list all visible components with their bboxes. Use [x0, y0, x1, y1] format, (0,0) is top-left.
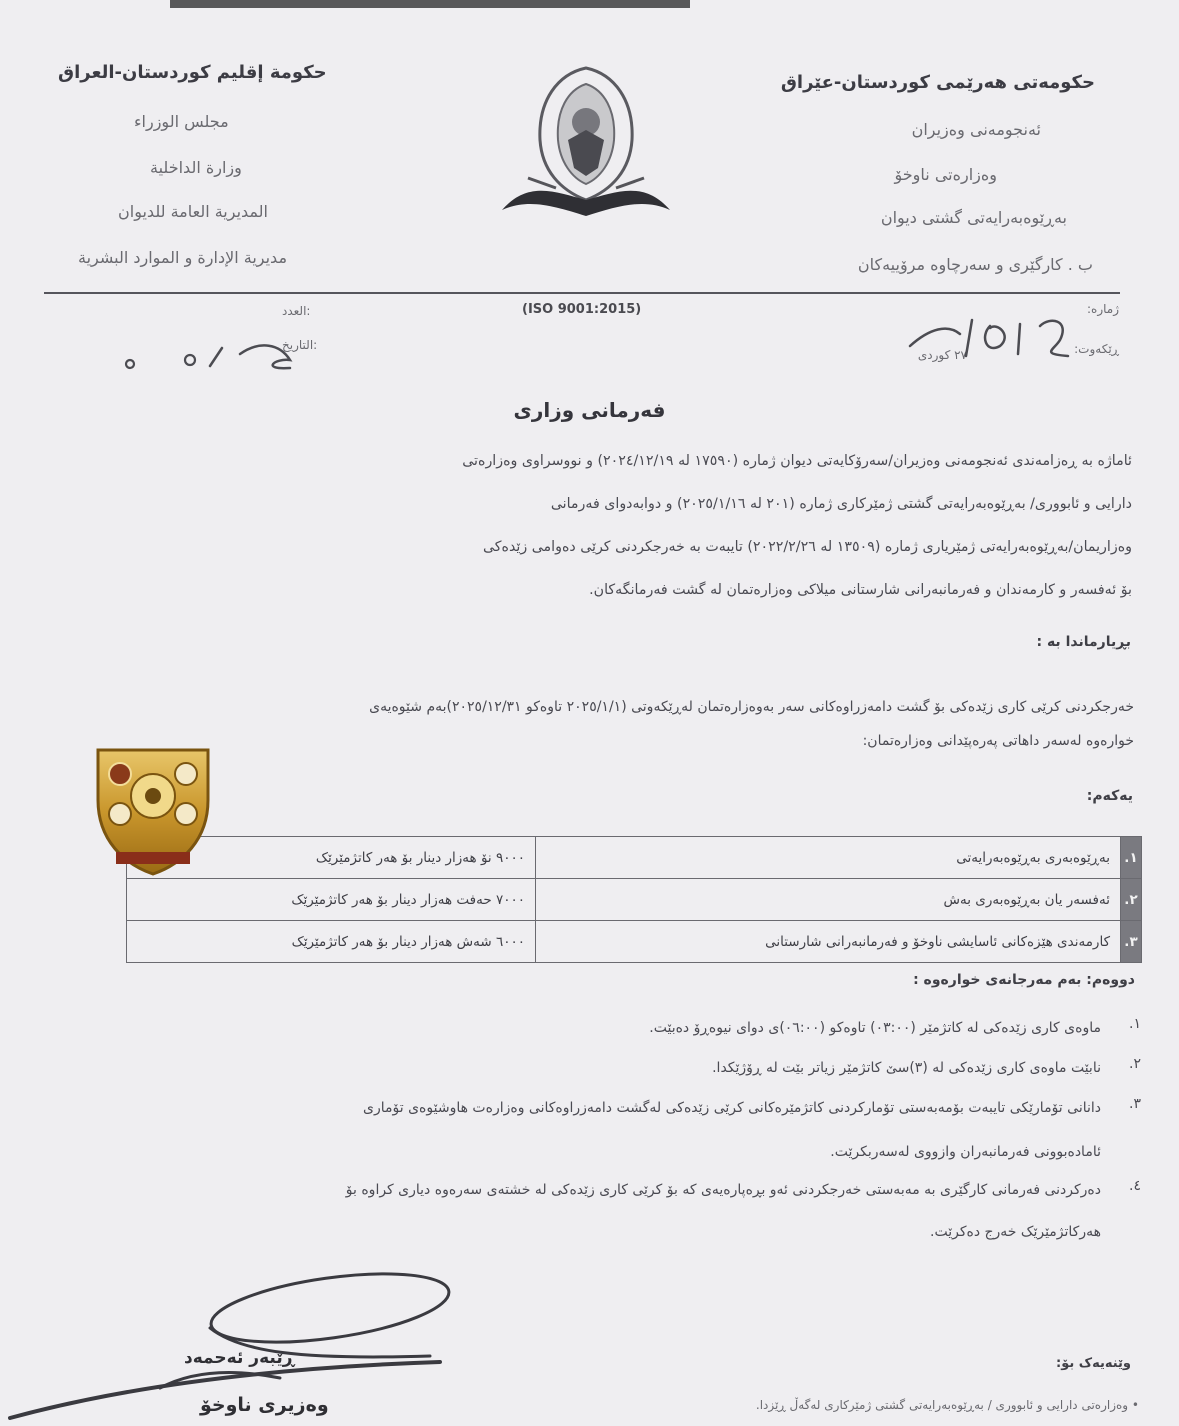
condition-line: ماوەی کاری زێدەکی لە کاتژمێر (٠٣:٠٠) تاوەکو (٠٦:٠٠)ی دوای نیوەڕۆ دەبێت. [649, 1020, 1101, 1036]
row-number: ٢. [1121, 879, 1142, 921]
amount-cell: ٩٠٠٠ نۆ هەزار دینار بۆ هەر کاتژمێرێک [127, 837, 536, 879]
intro-line: بۆ ئەفسەر و کارمەندان و فەرمانبەرانی شارستانی میلاکی وەزارەتمان لە گشت فەرمانگەکان. [589, 582, 1132, 598]
kurdish-header-line: وەزارەتی ناوخۆ [894, 165, 997, 184]
arabic-number-label: العدد: [282, 304, 311, 318]
role-cell: ئەفسەر یان بەڕێوەبەری بەش [536, 879, 1121, 921]
kurdistan-emblem-icon [498, 60, 674, 230]
iso-label: (ISO 9001:2015) [522, 302, 642, 317]
arabic-header-line: مديرية الإدارة و الموارد البشرية [78, 248, 288, 267]
table-row [127, 879, 1142, 921]
condition-number: ٣. [1129, 1096, 1141, 1112]
condition-number: ٤. [1129, 1178, 1141, 1194]
intro-line: دارایی و ئابووری/ بەڕێوەبەرایەتی گشتی ژمێرکاری ژمارە (٢٠١ لە ٢٠٢٥/١/١٦) و دوابەدوای فەرمانی [550, 496, 1132, 512]
condition-number: ١. [1129, 1016, 1141, 1032]
intro-paragraph [46, 440, 1132, 612]
condition-line: دەرکردنی فەرمانی کارگێری بە مەبەستی خەرجکردنی ئەو بڕەپارەیەی کە بۆ کرێی کاری زێدەکی لە خشتەی سەرەوە دیاری کراوە بۆ [345, 1182, 1101, 1198]
row-number: ٣. [1121, 921, 1142, 963]
second-label: دووەم: بەم مەرجانەی خوارەوە : [913, 972, 1135, 988]
table-row [127, 921, 1142, 963]
condition-line: نابێت ماوەی کاری زێدەکی لە (٣)سێ کاتژمێر زیاتر بێت لە ڕۆژێکدا. [712, 1060, 1101, 1076]
ref-date-label: ڕێکەوت: [1074, 342, 1119, 356]
decision-label: بڕیارماندا بە : [1036, 634, 1131, 650]
header-divider [44, 292, 1120, 294]
arabic-date-label: التاريخ: [282, 338, 318, 352]
arabic-header-line: وزارة الداخلية [150, 158, 242, 177]
first-label: یەکەم: [1086, 788, 1133, 804]
document-title: فەرمانی وزاری [513, 398, 666, 422]
row-number: ١. [1121, 837, 1142, 879]
role-cell: بەڕێوەبەری بەڕێوەبەرایەتی [536, 837, 1121, 879]
security-badge-logo [92, 740, 214, 878]
arabic-header-line: مجلس الوزراء [134, 112, 229, 131]
ref-kurdi: ۲۷ کوردی [917, 348, 967, 362]
arabic-header-line: المديرية العامة للديوان [118, 202, 268, 221]
signatory-name: ڕێبەر ئەحمەد [184, 1348, 295, 1368]
kurdish-header-line: ئەنجومەنی وەزیران [911, 120, 1041, 139]
condition-line: ئامادەبوونی فەرمانبەران وازووی لەسەربکرێت. [830, 1144, 1101, 1160]
scan-shadow [170, 0, 690, 8]
overtime-rate-table [126, 836, 1142, 963]
cc-label: وێنەیەک بۆ: [1056, 1356, 1131, 1371]
handwritten-arabic-date [90, 330, 320, 376]
amount-cell: ٦٠٠٠ شەش هەزار دینار بۆ هەر کاتژمێرێک [127, 921, 536, 963]
role-cell: کارمەندی هێزەکانی ئاسایشی ناوخۆ و فەرمانبەرانی شارستانی [536, 921, 1121, 963]
condition-number: ٢. [1129, 1056, 1141, 1072]
condition-line: هەرکاتژمێرێک خەرج دەکرێت. [930, 1224, 1101, 1240]
cc-line: • وەزارەتی دارایی و ئابووری / بەڕێوەبەرایەتی گشتی ژمێرکاری لەگەڵ ڕێزدا. [755, 1398, 1139, 1412]
signatory-title: وەزیری ناوخۆ [200, 1394, 329, 1416]
condition-line: دانانی تۆمارێکی تایبەت بۆمەبەستی تۆمارکردنی کاتژمێرەکانی کرێی زێدەکی لەگشت دامەزراوەکانی وەزارەت هاوشێوەی تۆماری [363, 1100, 1101, 1116]
decision-line: خەرجکردنی کرێی کاری زێدەکی بۆ گشت دامەزراوەکانی سەر بەوەزارەتمان لەڕێکەوتی (٢٠٢٥/١/١ تاوەکو ٢٠٢٥/١٢/٣١)بەم شێوەیەی [369, 699, 1134, 715]
kurdish-header-line: حکومەتی هەرێمی کوردستان-عێراق [780, 72, 1095, 93]
ref-number-label: ژمارە: [1086, 302, 1119, 316]
table-row [127, 837, 1142, 879]
amount-cell: ٧٠٠٠ حەفت هەزار دینار بۆ هەر کاتژمێرێک [127, 879, 536, 921]
decision-line: خوارەوە لەسەر داهاتی پەرەپێدانی وەزارەتمان: [862, 733, 1134, 749]
kurdish-header-line: بەڕێوەبەرایەتی گشتی دیوان [880, 208, 1067, 227]
handwritten-ref-number [900, 306, 1090, 364]
arabic-header-line: حكومة إقليم كوردستان-العراق [58, 62, 327, 83]
kurdish-header-line: ب . کارگێری و سەرچاوە مرۆییەکان [857, 255, 1093, 274]
intro-line: وەزاریمان/بەڕێوەبەرایەتی ژمێریاری ژمارە (١٣٥٠٩ لە ٢٠٢٢/٢/٢٦) تایبەت بە خەرجکردنی کرێی دەوامی زێدەکی [482, 539, 1132, 555]
intro-line: ئاماژە بە ڕەزامەندی ئەنجومەنی وەزیران/سەرۆکایەتی دیوان ژمارە (١٧٥٩٠ لە ٢٠٢٤/١٢/١٩) و نووسراوی وەزارەتی [462, 453, 1132, 469]
